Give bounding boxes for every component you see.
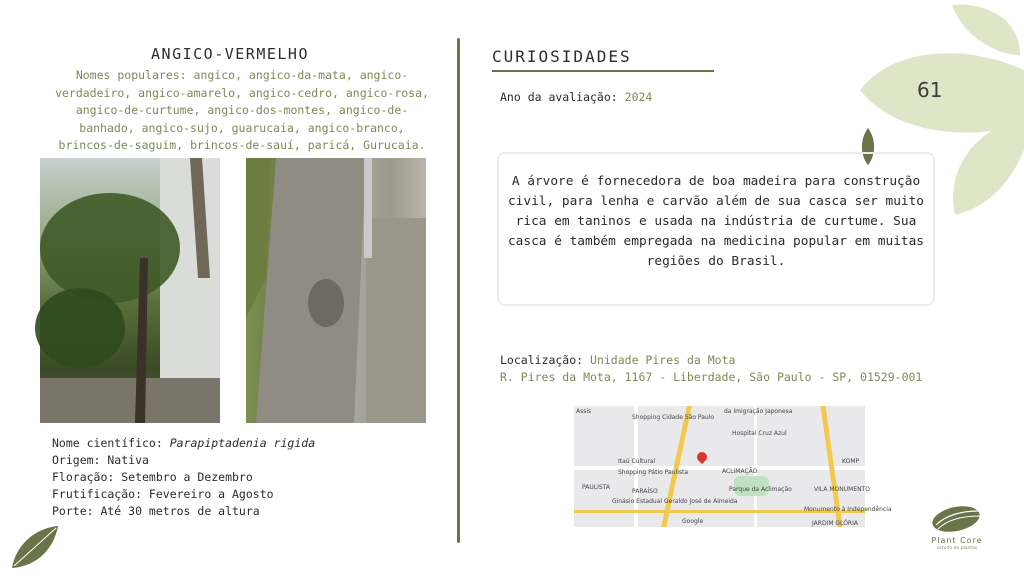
location-row <box>500 352 922 369</box>
scientific-name-label: Nome científico: <box>52 436 163 450</box>
map-label-i: PARAÍSO <box>632 488 658 495</box>
map-label-c: da Imigração Japonesa <box>724 408 793 415</box>
brand-tagline: estudo de plantas <box>936 546 978 551</box>
fruiting-row: Frutificação: Fevereiro a Agosto <box>52 487 274 501</box>
scientific-name-value: Parapiptadenia rigida <box>169 436 316 450</box>
column-divider <box>457 38 460 543</box>
map-label-h: PAULISTA <box>582 484 610 491</box>
evaluation-year-label: Ano da avaliação: <box>500 90 618 104</box>
map-label-d: Hospital Cruz Azul <box>732 430 787 437</box>
curiosities-underline <box>492 70 714 72</box>
species-details <box>52 435 315 520</box>
evaluation-year-value: 2024 <box>624 90 653 104</box>
leaf-shape-top <box>952 5 1020 55</box>
corner-leaf-icon <box>8 522 60 572</box>
location-unit: Unidade Pires da Mota <box>590 353 736 367</box>
map-label-p: JARDIM GLÓRIA <box>812 520 858 527</box>
map-label-k: Ginásio Estadual Geraldo José de Almeida <box>612 498 738 505</box>
curiosities-title: CURIOSIDADES <box>492 47 632 66</box>
tree-photo-trunk <box>246 158 426 423</box>
curiosity-text: A árvore é fornecedora de boa madeira para construção civil, para lenha e carvão além de sua casca ser muito rica em taninos e usada na indústria de curtume. Sua casca é também empregada na medicina popular em muitas regiões do Brasil. <box>507 174 925 269</box>
map-label-e: Itaú Cultural <box>618 458 656 465</box>
evaluation-year <box>500 90 652 104</box>
popular-names <box>52 67 432 155</box>
tree-photo-canopy <box>40 158 220 423</box>
location-block <box>500 352 922 386</box>
origin-row: Origem: Nativa <box>52 453 149 467</box>
popular-names-label: Nomes populares: <box>75 68 187 82</box>
map-label-f: Shopping Pátio Paulista <box>618 469 689 476</box>
flowering-row: Floração: Setembro a Dezembro <box>52 470 253 484</box>
size-row: Porte: Até 30 metros de altura <box>52 504 260 518</box>
map-label-g: ACLIMAÇÃO <box>722 468 758 475</box>
species-title: ANGICO-VERMELHO <box>151 45 309 63</box>
location-map[interactable] <box>574 406 892 527</box>
scientific-name-row <box>52 435 315 452</box>
map-label-b: Shopping Cidade São Paulo <box>632 414 715 421</box>
map-label-j: Parque da Aclimação <box>729 486 792 493</box>
popular-names-value: angico, angico-da-mata, angico-verdadeiro, angico-amarelo, angico-cedro, angico-rosa, angico-de-curtume, angico-dos-montes, angico-de-banhado, angico-sujo, guarucaia, angico-branco, brincos-de-saguim, brincos-de-sauí, paricá, Gurucaia. <box>55 68 429 152</box>
plant-core-logo-icon <box>930 503 982 535</box>
location-label: Localização: <box>500 353 584 367</box>
map-label-a: Assis <box>576 408 592 415</box>
map-label-l: Monumento à Independência <box>804 506 892 513</box>
map-label-o: VILA MONUMENTO <box>814 486 870 493</box>
page-number: 61 <box>917 78 943 102</box>
map-pin-icon[interactable] <box>695 450 709 464</box>
map-label-n: KOMP <box>842 458 860 465</box>
map-label-m: Google <box>682 518 704 525</box>
brand-name: Plant Core <box>931 536 983 545</box>
location-address: R. Pires da Mota, 1167 - Liberdade, São Paulo - SP, 01529-001 <box>500 370 923 384</box>
